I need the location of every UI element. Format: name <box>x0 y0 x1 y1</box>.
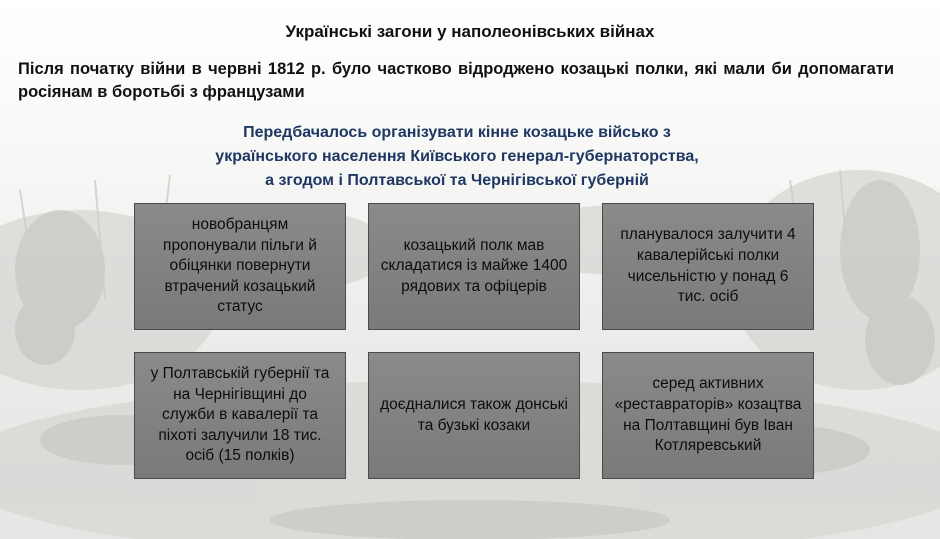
fact-box <box>134 203 346 330</box>
intro-paragraph: Після початку війни в червні 1812 р. було частково відроджено козацькі полки, які мали би допомагати росіянам в боротьбі з французами <box>18 60 894 102</box>
subtitle-line: а згодом і Полтавської та Чернігівської губерній <box>265 172 649 189</box>
fact-text: новобранцям пропонували пільги й обіцянки повернути втрачений козацький статус <box>163 215 317 316</box>
fact-box <box>368 352 580 479</box>
subtitle-line: Передбачалось організувати кінне козацьке військо з <box>243 124 671 141</box>
fact-box <box>368 203 580 330</box>
fact-text: серед активних «реставраторів» козацтва на Полтавщині був Іван Котляревський <box>614 375 802 455</box>
fact-box <box>602 352 814 479</box>
subtitle <box>150 121 764 193</box>
fact-box <box>602 203 814 330</box>
subtitle-line: українського населення Київського генерал-губернаторства, <box>215 148 699 165</box>
fact-text: доєдналися також донські та бузькі козаки <box>380 395 568 434</box>
fact-text: планувалося залучити 4 кавалерійські полки чисельністю у понад 6 тис. осіб <box>620 226 796 306</box>
fact-box <box>134 352 346 479</box>
slide-title: Українські загони у наполеонівських війнах <box>285 22 655 41</box>
fact-text: у Полтавській губернії та на Чернігівщині до служби в кавалерії та піхоті залучили 18 тис. осіб (15 полків) <box>150 364 330 465</box>
fact-text: козацький полк мав складатися із майже 1400 рядових та офіцерів <box>380 236 568 295</box>
